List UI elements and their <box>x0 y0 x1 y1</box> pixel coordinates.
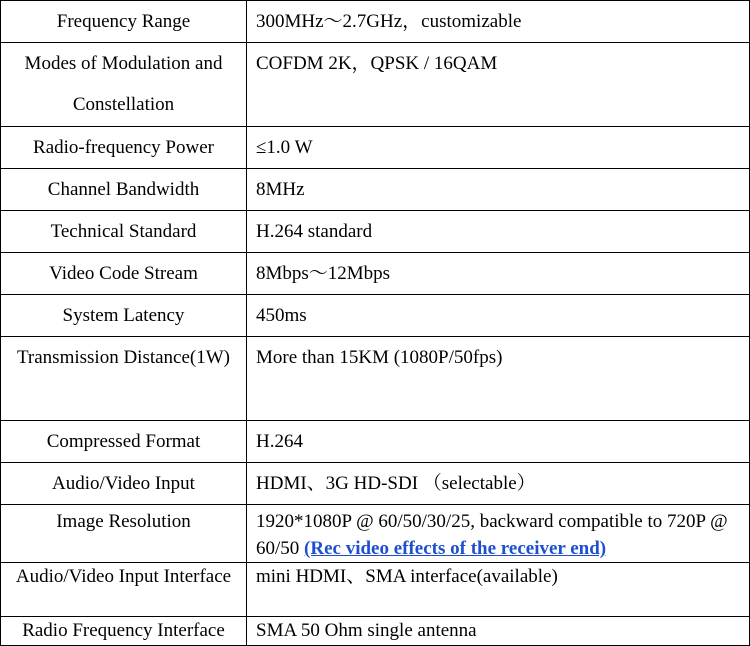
row-label: Radio-frequency Power <box>1 127 247 169</box>
row-label: Audio/Video Input Interface <box>1 563 247 617</box>
row-value <box>247 505 750 563</box>
row-value: 8Mbps～12Mbps <box>247 253 750 295</box>
table-row <box>1 295 750 337</box>
table-row <box>1 169 750 211</box>
row-label: Image Resolution <box>1 505 247 563</box>
row-value: 300MHz～2.7GHz，customizable <box>247 1 750 43</box>
row-value: mini HDMI、SMA interface(available) <box>247 563 750 617</box>
table-row <box>1 463 750 505</box>
table-row <box>1 127 750 169</box>
table-row <box>1 253 750 295</box>
row-label: Transmission Distance(1W) <box>1 337 247 421</box>
table-row <box>1 421 750 463</box>
table-row <box>1 617 750 646</box>
row-value-text: 1920*1080P @ 60/50/30/25, backward compatible to 720P @ 60/50 <box>256 511 728 559</box>
row-value: ≤1.0 W <box>247 127 750 169</box>
row-value: SMA 50 Ohm single antenna <box>247 617 750 646</box>
row-value: 450ms <box>247 295 750 337</box>
row-value: H.264 standard <box>247 211 750 253</box>
row-value: More than 15KM (1080P/50fps) <box>247 337 750 421</box>
receiver-effects-link[interactable]: (Rec video effects of the receiver end) <box>304 538 607 559</box>
row-label: Audio/Video Input <box>1 463 247 505</box>
row-value: COFDM 2K，QPSK / 16QAM <box>247 43 750 127</box>
row-value: HDMI、3G HD-SDI （selectable） <box>247 463 750 505</box>
row-value: H.264 <box>247 421 750 463</box>
row-label: Compressed Format <box>1 421 247 463</box>
row-label: System Latency <box>1 295 247 337</box>
row-value: 8MHz <box>247 169 750 211</box>
table-row <box>1 563 750 617</box>
table-row <box>1 1 750 43</box>
table-row <box>1 337 750 421</box>
row-label: Modes of Modulation and Constellation <box>1 43 247 127</box>
row-label: Video Code Stream <box>1 253 247 295</box>
table-row <box>1 211 750 253</box>
row-label: Frequency Range <box>1 1 247 43</box>
table-row <box>1 43 750 127</box>
table-row <box>1 505 750 563</box>
row-label: Radio Frequency Interface <box>1 617 247 646</box>
row-label: Channel Bandwidth <box>1 169 247 211</box>
row-label: Technical Standard <box>1 211 247 253</box>
